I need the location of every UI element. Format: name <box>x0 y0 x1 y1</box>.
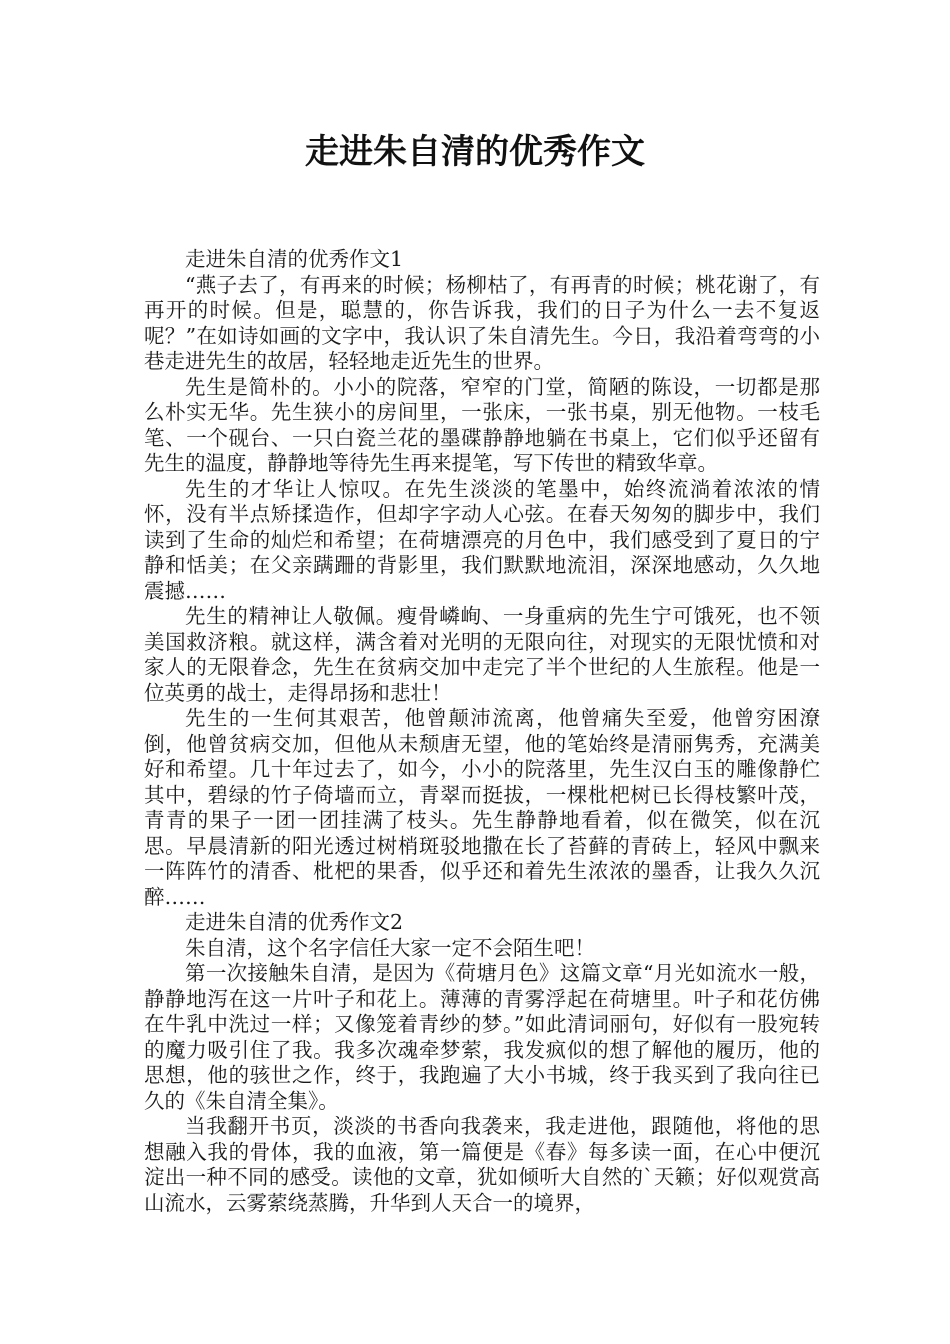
document-title: 走进朱自清的优秀作文 <box>305 132 645 172</box>
essay-heading: 走进朱自清的优秀作文1 <box>185 247 404 271</box>
paragraph: 朱自清，这个名字信任大家一定不会陌生吧！ <box>185 935 595 960</box>
paragraph: “燕子去了，有再来的时候；杨柳枯了，有再青的时候；桃花谢了，有再开的时候。但是，聪慧的，你告诉我，我们的日子为什么一去不复返呢？”在如诗如画的文字中，我认识了朱自清先生。今日，我沿着弯弯的小巷走进先生的故居，轻轻地走近先生的世界。 <box>144 272 820 373</box>
paragraph: 先生的精神让人敬佩。瘦骨嶙峋、一身重病的先生宁可饿死，也不领美国救济粮。就这样，满含着对光明的无限向往，对现实的无限忧愤和对家人的无限眷念，先生在贫病交加中走完了半个世纪的人生旅程。他是一位英勇的战士，走得昂扬和悲壮！ <box>144 604 820 705</box>
paragraph: 先生的才华让人惊叹。在先生淡淡的笔墨中，始终流淌着浓浓的情怀，没有半点矫揉造作，但却字字动人心弦。在春天匆匆的脚步中，我们读到了生命的灿烂和希望；在荷塘漂亮的月色中，我们感受到了夏日的宁静和恬美；在父亲蹒跚的背影里，我们默默地流泪，深深地感动，久久地震撼…… <box>144 476 820 603</box>
paragraph: 先生是简朴的。小小的院落，窄窄的门堂，简陋的陈设，一切都是那么朴实无华。先生狭小的房间里，一张床，一张书桌，别无他物。一枝毛笔、一个砚台、一只白瓷兰花的墨碟静静地躺在书桌上，它们似乎还留有先生的温度，静静地等待先生再来提笔，写下传世的精致华章。 <box>144 374 820 475</box>
paragraph: 第一次接触朱自清，是因为《荷塘月色》这篇文章“月光如流水一般，静静地泻在这一片叶子和花上。薄薄的青雾浮起在荷塘里。叶子和花仿佛在牛乳中洗过一样；又像笼着青纱的梦。”如此清词丽句，好似有一股宛转的魔力吸引住了我。我多次魂牵梦萦，我发疯似的想了解他的履历，他的思想，他的骇世之作，终于，我跑遍了大小书城，终于我买到了我向往已久的《朱自清全集》。 <box>144 961 820 1113</box>
paragraph: 先生的一生何其艰苦，他曾颠沛流离，他曾痛失至爱，他曾穷困潦倒，他曾贫病交加，但他从未颓唐无望，他的笔始终是清丽隽秀，充满美好和希望。几十年过去了，如今，小小的院落里，先生汉白玉的雕像静伫其中，碧绿的竹子倚墙而立，青翠而挺拔，一棵枇杷树已长得枝繁叶茂，青青的果子一团一团挂满了枝头。先生静静地看着，似在微笑，似在沉思。早晨清新的阳光透过树梢斑驳地撒在长了苔藓的青砖上，轻风中飘来一阵阵竹的清香、枇杷的果香，似乎还和着先生浓浓的墨香，让我久久沉醉…… <box>144 706 820 909</box>
document-body <box>144 247 820 1216</box>
paragraph: 当我翻开书页，淡淡的书香向我袭来，我走进他，跟随他，将他的思想融入我的骨体，我的血液，第一篇便是《春》每多读一面，在心中便沉淀出一种不同的感受。读他的文章，犹如倾听大自然的`天籁；好似观赏高山流水，云雾萦绕蒸腾，升华到人天合一的境界， <box>144 1114 820 1215</box>
essay-heading: 走进朱自清的优秀作文2 <box>185 910 404 934</box>
